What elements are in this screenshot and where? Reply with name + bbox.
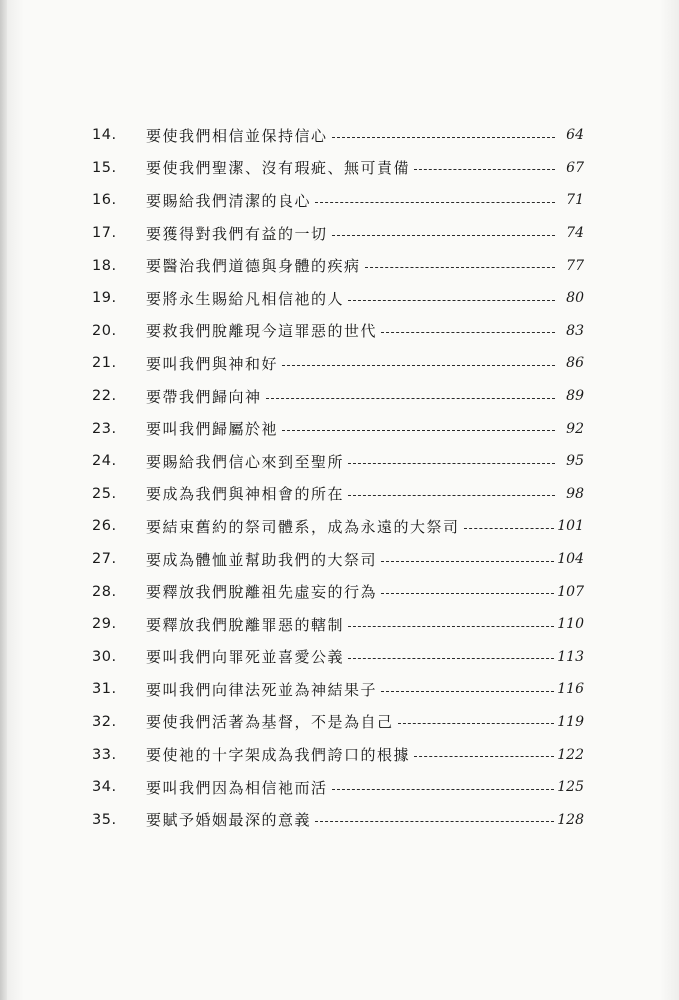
toc-entry-page-number: 101 — [557, 518, 584, 535]
toc-dot-leader — [414, 756, 554, 757]
toc-entry-number: 26. — [92, 518, 117, 535]
toc-entry-number: 28. — [92, 583, 117, 600]
toc-entry-page-number: 74 — [566, 225, 584, 242]
toc-entry-title: 要賦予婚姻最深的意義 — [146, 811, 312, 830]
toc-entry-title: 要賜給我們信心來到至聖所 — [146, 452, 345, 471]
toc-entry — [92, 673, 584, 706]
toc-entry — [92, 575, 584, 608]
toc-entry — [92, 803, 584, 836]
toc-entry-title: 要叫我們與神和好 — [146, 354, 279, 373]
toc-entry-page-number: 64 — [566, 127, 584, 144]
toc-entry-title: 要使我們活著為基督，不是為自己 — [146, 713, 394, 732]
toc-entry-number: 16. — [92, 192, 117, 209]
toc-dot-leader — [282, 430, 555, 431]
toc-entry — [92, 706, 584, 739]
toc-entry-page-number: 95 — [566, 453, 584, 470]
toc-entry-title: 要使我們相信並保持信心 — [146, 126, 328, 145]
toc-entry-page-number: 83 — [566, 322, 584, 339]
toc-entry-page-number: 110 — [557, 616, 584, 633]
toc-entry — [92, 478, 584, 511]
toc-entry-page-number: 77 — [566, 257, 584, 274]
toc-entry-title: 要使祂的十字架成為我們誇口的根據 — [146, 746, 411, 765]
toc-entry-page-number: 80 — [566, 290, 584, 307]
toc-entry — [92, 315, 584, 348]
toc-entry — [92, 249, 584, 282]
toc-dot-leader — [348, 300, 555, 301]
toc-entry-page-number: 116 — [557, 681, 584, 698]
toc-dot-leader — [348, 626, 554, 627]
toc-dot-leader — [332, 137, 555, 138]
toc-entry-title: 要救我們脫離現今這罪惡的世代 — [146, 322, 378, 341]
toc-entry-page-number: 86 — [566, 355, 584, 372]
toc-entry — [92, 217, 584, 250]
toc-dot-leader — [348, 495, 555, 496]
toc-dot-leader — [414, 169, 555, 170]
toc-entry-title: 要成為我們與神相會的所在 — [146, 485, 345, 504]
toc-entry-page-number: 98 — [566, 485, 584, 502]
toc-entry — [92, 282, 584, 315]
page-spine-shadow — [0, 0, 7, 1000]
toc-entry-title: 要將永生賜給凡相信祂的人 — [146, 289, 345, 308]
toc-dot-leader — [315, 202, 555, 203]
toc-entry-page-number: 67 — [566, 159, 584, 176]
toc-entry-title: 要叫我們向律法死並為神結果子 — [146, 680, 378, 699]
toc-entry-number: 30. — [92, 648, 117, 665]
toc-entry — [92, 412, 584, 445]
toc-entry-number: 19. — [92, 290, 117, 307]
toc-dot-leader — [332, 235, 555, 236]
toc-entry-number: 23. — [92, 420, 117, 437]
toc-entry-title: 要帶我們歸向神 — [146, 387, 262, 406]
toc-entry — [92, 738, 584, 771]
toc-entry-page-number: 104 — [557, 551, 584, 568]
toc-entry-page-number: 71 — [566, 192, 584, 209]
toc-dot-leader — [266, 398, 555, 399]
toc-entry-title: 要成為體恤並幫助我們的大祭司 — [146, 550, 378, 569]
toc-entry-number: 15. — [92, 159, 117, 176]
toc-dot-leader — [365, 267, 555, 268]
toc-entry — [92, 347, 584, 380]
toc-dot-leader — [381, 593, 554, 594]
toc-entry-title: 要結束舊約的祭司體系，成為永遠的大祭司 — [146, 517, 460, 536]
toc-entry-title: 要醫治我們道德與身體的疾病 — [146, 257, 361, 276]
toc-entry-number: 22. — [92, 388, 117, 405]
toc-dot-leader — [398, 723, 555, 724]
toc-dot-leader — [348, 658, 554, 659]
toc-dot-leader — [315, 821, 554, 822]
toc-entry-title: 要叫我們向罪死並喜愛公義 — [146, 648, 345, 667]
toc-entry-number: 25. — [92, 485, 117, 502]
toc-entry-page-number: 128 — [557, 811, 584, 828]
toc-dot-leader — [348, 463, 555, 464]
toc-entry-number: 34. — [92, 779, 117, 796]
toc-entry — [92, 445, 584, 478]
table-of-contents — [92, 119, 584, 836]
toc-dot-leader — [464, 528, 555, 529]
toc-entry — [92, 380, 584, 413]
toc-entry-page-number: 113 — [557, 648, 584, 665]
toc-entry-title: 要釋放我們脫離罪惡的轄制 — [146, 615, 345, 634]
toc-entry-number: 18. — [92, 257, 117, 274]
toc-entry-page-number: 122 — [557, 746, 584, 763]
toc-dot-leader — [332, 789, 555, 790]
toc-entry — [92, 510, 584, 543]
toc-dot-leader — [381, 561, 554, 562]
toc-entry-title: 要賜給我們清潔的良心 — [146, 191, 312, 210]
toc-entry-number: 20. — [92, 322, 117, 339]
toc-dot-leader — [282, 365, 555, 366]
toc-entry — [92, 152, 584, 185]
toc-entry-title: 要釋放我們脫離祖先虛妄的行為 — [146, 583, 378, 602]
toc-entry — [92, 608, 584, 641]
toc-entry-number: 24. — [92, 453, 117, 470]
toc-entry-number: 31. — [92, 681, 117, 698]
toc-entry-title: 要叫我們歸屬於祂 — [146, 420, 279, 439]
toc-entry-number: 14. — [92, 127, 117, 144]
toc-entry-number: 21. — [92, 355, 117, 372]
toc-entry-title: 要使我們聖潔、沒有瑕疵、無可責備 — [146, 159, 411, 178]
toc-entry-title: 要獲得對我們有益的一切 — [146, 224, 328, 243]
toc-entry-page-number: 125 — [557, 779, 584, 796]
toc-entry-number: 32. — [92, 713, 117, 730]
toc-entry — [92, 543, 584, 576]
toc-entry-title: 要叫我們因為相信祂而活 — [146, 778, 328, 797]
toc-entry-page-number: 107 — [557, 583, 584, 600]
toc-entry-number: 35. — [92, 811, 117, 828]
toc-entry-page-number: 89 — [566, 388, 584, 405]
toc-entry-page-number: 119 — [557, 713, 584, 730]
toc-entry — [92, 184, 584, 217]
toc-entry-page-number: 92 — [566, 420, 584, 437]
toc-dot-leader — [381, 691, 554, 692]
toc-entry-number: 17. — [92, 225, 117, 242]
toc-dot-leader — [381, 332, 555, 333]
toc-entry — [92, 119, 584, 152]
toc-entry — [92, 771, 584, 804]
toc-entry-number: 29. — [92, 616, 117, 633]
toc-entry-number: 27. — [92, 551, 117, 568]
toc-entry-number: 33. — [92, 746, 117, 763]
toc-entry — [92, 641, 584, 674]
